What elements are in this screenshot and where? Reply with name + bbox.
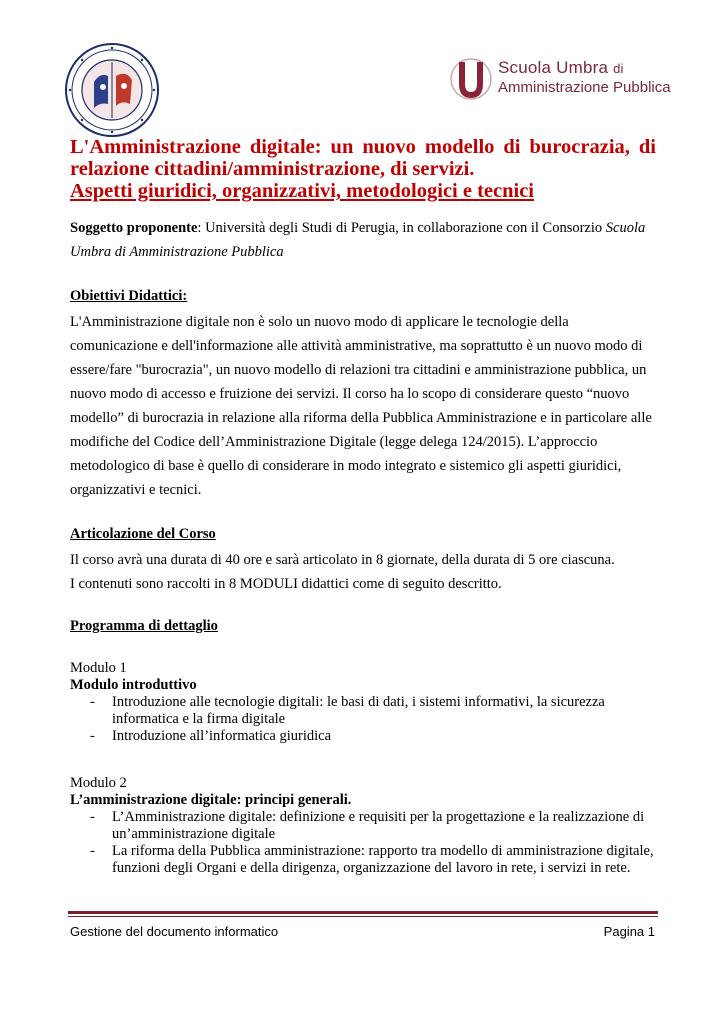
objectives-text: L'Amministrazione digitale non è solo un nuovo modo di applicare le tecnologie della comunicazione e dell'informazione alle attività amministrative, ma soprattutto è un nuovo modo di essere/fare "burocrazia", un nuovo modello di relazioni tra cittadini e amministrazione pubblica, un nuovo modo di accesso e fruizione dei servizi. Il corso ha lo scopo di considerare questo “nuovo modello” di burocrazia in relazione alla riforma della Pubblica Amministrazione e in particolare alle modifiche del Codice dell’Amministrazione Digitale (legge delega 124/2015). L’approccio metodologico di base è quello di considerare in modo integrato e sistemico gli aspetti giuridici, organizzativi e tecnici. — [70, 314, 652, 498]
list-item: - Introduzione alle tecnologie digitali: le basi di dati, i sistemi informativi, la sicurezza informatica e la firma digitale — [70, 694, 656, 728]
proponent-label: Soggetto proponente — [70, 220, 198, 236]
footer-divider — [68, 911, 658, 917]
list-item: - La riforma della Pubblica amministrazione: rapporto tra modello di amministrazione digitale, funzioni degli Organi e della dirigenza, organizzazione del lavoro in rete, i servizi in rete. — [70, 843, 656, 877]
program-heading: Programma di dettaglio — [70, 618, 218, 634]
university-seal-icon — [64, 42, 160, 138]
module-topics — [70, 809, 656, 877]
proponent-italic: Scuola Umbra di Amministrazione Pubblica — [70, 220, 646, 260]
module-number: Modulo 1 — [70, 660, 127, 676]
structure-line-2: I contenuti sono raccolti in 8 MODULI didattici come di seguito descritto. — [70, 576, 502, 592]
structure-line-1: Il corso avrà una durata di 40 ore e sarà articolato in 8 giornate, della durata di 5 ore ciascuna. — [70, 552, 615, 568]
list-item: - L’Amministrazione digitale: definizione e requisiti per la progettazione e la realizzazione di un’amministrazione digitale — [70, 809, 656, 843]
module-topics — [70, 694, 656, 745]
proponent-text: : Università degli Studi di Perugia, in collaborazione con il Consorzio — [197, 220, 606, 236]
brand-name-line2: Amministrazione Pubblica — [498, 79, 671, 96]
module-1 — [70, 660, 656, 745]
module-title: L’amministrazione digitale: principi generali. — [70, 792, 352, 808]
objectives-heading: Obiettivi Didattici: — [70, 288, 188, 304]
scuola-umbra-u-logo-icon — [448, 54, 494, 104]
document-body — [70, 136, 656, 877]
document-title: L'Amministrazione digitale: un nuovo modello di burocrazia, di relazione cittadini/amministrazione, di servizi. — [70, 136, 656, 180]
footer-document-name: Gestione del documento informatico — [70, 924, 279, 939]
footer-page-number: Pagina 1 — [603, 924, 655, 939]
document-subtitle: Aspetti giuridici, organizzativi, metodologici e tecnici — [70, 180, 535, 202]
module-2 — [70, 775, 656, 877]
scuola-umbra-logo — [448, 54, 671, 106]
structure-heading: Articolazione del Corso — [70, 526, 216, 542]
module-number: Modulo 2 — [70, 775, 127, 791]
brand-name-line1: Scuola Umbra di — [498, 58, 624, 77]
module-title: Modulo introduttivo — [70, 677, 197, 693]
proponent-paragraph — [70, 216, 656, 264]
list-item: - Introduzione all’informatica giuridica — [70, 728, 656, 745]
